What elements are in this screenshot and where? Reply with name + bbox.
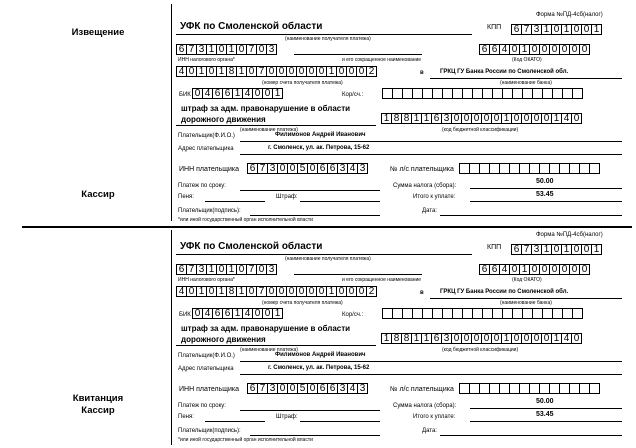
digit-cell: 3 xyxy=(337,163,348,174)
digit-cell: 1 xyxy=(591,24,602,35)
digit-cell: 1 xyxy=(561,24,572,35)
digit-cell: 6 xyxy=(222,308,233,319)
digit-cell: 0 xyxy=(296,286,307,297)
payer-inn-label: ИНН плательщика xyxy=(179,166,239,173)
digit-cell: 0 xyxy=(581,24,592,35)
recipient-name: УФК по Смоленской области xyxy=(180,21,323,32)
digit-cell: 0 xyxy=(256,44,267,55)
digit-cell xyxy=(572,308,583,319)
payment-name-caption: (наименование платежа) xyxy=(240,127,298,133)
digit-cell: 4 xyxy=(499,264,510,275)
footnote: *или иной государственный орган исполнительной власти xyxy=(178,217,313,223)
digit-cell: 0 xyxy=(356,286,367,297)
digit-cell: 0 xyxy=(549,44,560,55)
corr-label: Кор/сч.: xyxy=(342,92,364,98)
address-label: Адрес плательщика xyxy=(178,366,234,372)
digit-cell: 3 xyxy=(441,333,452,344)
digit-cell: 5 xyxy=(297,163,308,174)
digit-cell: 1 xyxy=(216,66,227,77)
account-caption: (номер счета получателя платежа) xyxy=(262,80,343,86)
digit-cell: 0 xyxy=(451,113,462,124)
payment-name-line2: дорожного движения xyxy=(181,335,266,344)
recipient-name: УФК по Смоленской области xyxy=(180,241,323,252)
digit-cell xyxy=(589,163,600,174)
digit-cell: 1 xyxy=(216,286,227,297)
digit-cell: 0 xyxy=(356,66,367,77)
bank-caption: (наименование банка) xyxy=(500,300,552,306)
digit-cell: 1 xyxy=(196,66,207,77)
digit-cell: 3 xyxy=(266,264,277,275)
digit-cell: 0 xyxy=(276,286,287,297)
digit-cell: 1 xyxy=(519,264,530,275)
digit-cell: 6 xyxy=(317,163,328,174)
digit-cell: 1 xyxy=(326,286,337,297)
digit-cell: 7 xyxy=(257,383,268,394)
digit-cell: 0 xyxy=(531,333,542,344)
bank-name: ГРКЦ ГУ Банка России по Смоленской обл. xyxy=(440,289,569,295)
digit-cell: 3 xyxy=(267,383,278,394)
digit-cell: 0 xyxy=(491,113,502,124)
payer-inn-cells xyxy=(247,383,367,394)
digit-cell: 1 xyxy=(232,308,243,319)
digit-cell: 0 xyxy=(461,333,472,344)
deadline-label: Платеж по сроку: xyxy=(178,183,226,189)
payment-name-caption: (наименование платежа) xyxy=(240,347,298,353)
abbr-caption: и его сокращенное наименование xyxy=(342,277,422,283)
corr-cells xyxy=(382,308,582,319)
digit-cell: 0 xyxy=(511,333,522,344)
digit-cell: 0 xyxy=(481,113,492,124)
digit-cell: 0 xyxy=(277,163,288,174)
digit-cell: 0 xyxy=(266,286,277,297)
digit-cell: 6 xyxy=(212,308,223,319)
digit-cell: 4 xyxy=(242,88,253,99)
date-label: Дата: xyxy=(422,428,437,434)
bik-cells xyxy=(192,308,282,319)
sign-label: Плательщик(подпись): xyxy=(178,208,241,214)
digit-cell: 1 xyxy=(501,333,512,344)
bik-label: БИК xyxy=(179,92,191,98)
digit-cell: 0 xyxy=(296,66,307,77)
digit-cell: 0 xyxy=(252,308,263,319)
deadline-label: Платеж по сроку: xyxy=(178,403,226,409)
date-label: Дата: xyxy=(422,208,437,214)
digit-cell: 0 xyxy=(491,333,502,344)
bik-label: БИК xyxy=(179,312,191,318)
digit-cell: 3 xyxy=(531,244,542,255)
column-divider-bottom xyxy=(171,230,172,445)
digit-cell: 0 xyxy=(216,44,227,55)
digit-cell: 0 xyxy=(529,44,540,55)
digit-cell: 0 xyxy=(481,333,492,344)
digit-cell: 8 xyxy=(401,333,412,344)
payer-name: Филимонов Андрей Иванович xyxy=(275,132,366,138)
digit-cell: 0 xyxy=(307,383,318,394)
account-cells xyxy=(176,286,376,297)
digit-cell: 0 xyxy=(571,244,582,255)
digit-cell: 2 xyxy=(366,286,377,297)
digit-cell: 1 xyxy=(421,113,432,124)
cashier-label-top: Кассир xyxy=(81,189,115,200)
digit-cell: 8 xyxy=(391,333,402,344)
in-label: в xyxy=(420,70,424,76)
recipient-caption: (наименование получателя платежа) xyxy=(285,256,371,262)
digit-cell: 0 xyxy=(529,264,540,275)
digit-cell: 0 xyxy=(216,264,227,275)
digit-cell: 3 xyxy=(196,44,207,55)
digit-cell: 0 xyxy=(521,333,532,344)
digit-cell: 6 xyxy=(327,383,338,394)
digit-cell: 3 xyxy=(357,163,368,174)
digit-cell: 0 xyxy=(316,286,327,297)
payer-inn-label: ИНН плательщика xyxy=(179,386,239,393)
cut-line xyxy=(22,226,632,228)
digit-cell: 7 xyxy=(246,264,257,275)
ls-label: № л/с плательщика xyxy=(390,166,454,173)
digit-cell: 3 xyxy=(267,163,278,174)
digit-cell: 1 xyxy=(421,333,432,344)
form-code: Форма №ПД-4сб(налог) xyxy=(536,12,603,18)
ls-label: № л/с плательщика xyxy=(390,386,454,393)
digit-cell: 4 xyxy=(176,286,187,297)
digit-cell: 6 xyxy=(247,383,258,394)
inn-cells xyxy=(176,44,276,55)
total-label: Итого к уплате: xyxy=(413,414,456,420)
digit-cell: 6 xyxy=(222,88,233,99)
digit-cell: 4 xyxy=(202,88,213,99)
digit-cell: 0 xyxy=(541,333,552,344)
digit-cell: 1 xyxy=(226,264,237,275)
digit-cell: 0 xyxy=(236,264,247,275)
inn-cells xyxy=(176,264,276,275)
digit-cell: 0 xyxy=(206,286,217,297)
digit-cell: 0 xyxy=(471,113,482,124)
recipient-caption: (наименование получателя платежа) xyxy=(285,36,371,42)
digit-cell: 0 xyxy=(569,44,580,55)
digit-cell: 0 xyxy=(541,113,552,124)
receipt-label: Квитанция xyxy=(72,393,124,404)
okato-caption: (Код ОКАТО) xyxy=(512,277,542,283)
digit-cell: 6 xyxy=(479,264,490,275)
digit-cell: 0 xyxy=(266,66,277,77)
digit-cell: 1 xyxy=(206,44,217,55)
digit-cell: 4 xyxy=(202,308,213,319)
sign-label: Плательщик(подпись): xyxy=(178,428,241,434)
okato-cells xyxy=(479,264,589,275)
digit-cell: 1 xyxy=(326,66,337,77)
payment-name-line1: штраф за адм. правонарушение в области xyxy=(181,324,351,333)
digit-cell: 6 xyxy=(327,163,338,174)
digit-cell: 0 xyxy=(521,113,532,124)
digit-cell: 6 xyxy=(489,264,500,275)
digit-cell: 4 xyxy=(176,66,187,77)
digit-cell: 7 xyxy=(246,44,257,55)
payment-name-line1: штраф за адм. правонарушение в области xyxy=(181,104,351,113)
digit-cell: 0 xyxy=(509,264,520,275)
digit-cell: 0 xyxy=(192,308,203,319)
digit-cell: 0 xyxy=(346,66,357,77)
digit-cell: 7 xyxy=(186,264,197,275)
account-cells xyxy=(176,66,376,77)
payer-name: Филимонов Андрей Иванович xyxy=(275,352,366,358)
digit-cell: 0 xyxy=(316,66,327,77)
digit-cell: 0 xyxy=(559,264,570,275)
digit-cell: 0 xyxy=(252,88,263,99)
sum-label: Сумма налога (сбора): xyxy=(393,183,457,189)
digit-cell: 0 xyxy=(539,44,550,55)
digit-cell: 8 xyxy=(401,113,412,124)
digit-cell: 0 xyxy=(287,163,298,174)
digit-cell: 0 xyxy=(256,264,267,275)
sum-value: 50.00 xyxy=(536,178,554,185)
okato-caption: (Код ОКАТО) xyxy=(512,57,542,63)
digit-cell: 0 xyxy=(262,88,273,99)
digit-cell: 3 xyxy=(441,113,452,124)
digit-cell: 0 xyxy=(579,44,590,55)
kpp-cells xyxy=(511,244,601,255)
sum-value: 50.00 xyxy=(536,398,554,405)
digit-cell: 0 xyxy=(451,333,462,344)
sum-label: Сумма налога (сбора): xyxy=(393,403,457,409)
digit-cell: 7 xyxy=(521,244,532,255)
digit-cell: 0 xyxy=(471,333,482,344)
fine-label: Штраф: xyxy=(276,414,298,420)
digit-cell: 0 xyxy=(186,286,197,297)
digit-cell: 1 xyxy=(551,113,562,124)
digit-cell: 2 xyxy=(366,66,377,77)
digit-cell: 6 xyxy=(479,44,490,55)
digit-cell: 1 xyxy=(236,66,247,77)
digit-cell: 6 xyxy=(489,44,500,55)
digit-cell: 6 xyxy=(247,163,258,174)
digit-cell: 1 xyxy=(411,333,422,344)
digit-cell: 7 xyxy=(256,66,267,77)
digit-cell: 0 xyxy=(571,113,582,124)
digit-cell: 0 xyxy=(346,286,357,297)
digit-cell: 3 xyxy=(196,264,207,275)
digit-cell: 0 xyxy=(551,24,562,35)
digit-cell: 4 xyxy=(561,333,572,344)
digit-cell: 0 xyxy=(192,88,203,99)
digit-cell: 6 xyxy=(431,113,442,124)
digit-cell: 1 xyxy=(501,113,512,124)
payer-label: Плательщик(Ф.И.О.) xyxy=(178,133,235,139)
digit-cell: 3 xyxy=(337,383,348,394)
column-divider-top xyxy=(171,4,172,221)
digit-cell: 3 xyxy=(357,383,368,394)
digit-cell: 8 xyxy=(391,113,402,124)
digit-cell: 4 xyxy=(242,308,253,319)
bik-cells xyxy=(192,88,282,99)
total-value: 53.45 xyxy=(536,411,554,418)
digit-cell: 0 xyxy=(569,264,580,275)
kpp-cells xyxy=(511,24,601,35)
digit-cell: 4 xyxy=(347,383,358,394)
digit-cell: 6 xyxy=(176,44,187,55)
digit-cell: 0 xyxy=(579,264,590,275)
digit-cell: 0 xyxy=(262,308,273,319)
digit-cell: 4 xyxy=(347,163,358,174)
digit-cell: 1 xyxy=(272,308,283,319)
digit-cell: 0 xyxy=(277,383,288,394)
digit-cell: 0 xyxy=(286,66,297,77)
corr-label: Кор/сч.: xyxy=(342,312,364,318)
footnote: *или иной государственный орган исполнительной власти xyxy=(178,437,313,443)
kbk-caption: (код бюджетной классификации) xyxy=(442,127,519,133)
digit-cell: 6 xyxy=(212,88,223,99)
payer-address: г. Смоленск, ул. ак. Петрова, 15-62 xyxy=(268,365,370,371)
digit-cell: 0 xyxy=(509,44,520,55)
in-label: в xyxy=(420,290,424,296)
digit-cell: 0 xyxy=(286,286,297,297)
digit-cell: 0 xyxy=(549,264,560,275)
digit-cell: 1 xyxy=(196,286,207,297)
payer-inn-cells xyxy=(247,163,367,174)
inn-caption: ИНН налогового органа* xyxy=(178,277,235,283)
digit-cell: 0 xyxy=(246,66,257,77)
digit-cell: 4 xyxy=(499,44,510,55)
digit-cell xyxy=(589,383,600,394)
digit-cell: 6 xyxy=(511,244,522,255)
inn-caption: ИНН налогового органа* xyxy=(178,57,235,63)
kpp-label: КПП xyxy=(487,24,502,31)
digit-cell: 0 xyxy=(571,24,582,35)
digit-cell: 0 xyxy=(511,113,522,124)
digit-cell xyxy=(572,88,583,99)
digit-cell: 1 xyxy=(381,113,392,124)
penalty-label: Пеня: xyxy=(178,414,194,420)
digit-cell: 0 xyxy=(236,44,247,55)
kpp-label: КПП xyxy=(487,244,502,251)
digit-cell: 0 xyxy=(551,244,562,255)
digit-cell: 1 xyxy=(381,333,392,344)
digit-cell: 1 xyxy=(519,44,530,55)
digit-cell: 3 xyxy=(531,24,542,35)
digit-cell: 0 xyxy=(276,66,287,77)
digit-cell: 3 xyxy=(266,44,277,55)
abbr-caption: и его сокращенное наименование xyxy=(342,57,422,63)
digit-cell: 5 xyxy=(297,383,308,394)
digit-cell: 1 xyxy=(541,244,552,255)
digit-cell: 0 xyxy=(539,264,550,275)
payment-name-line2: дорожного движения xyxy=(181,115,266,124)
okato-cells xyxy=(479,44,589,55)
address-label: Адрес плательщика xyxy=(178,146,234,152)
digit-cell: 6 xyxy=(511,24,522,35)
digit-cell: 0 xyxy=(531,113,542,124)
digit-cell: 4 xyxy=(561,113,572,124)
digit-cell: 1 xyxy=(236,286,247,297)
digit-cell: 7 xyxy=(257,163,268,174)
digit-cell: 6 xyxy=(176,264,187,275)
digit-cell: 0 xyxy=(186,66,197,77)
digit-cell: 6 xyxy=(431,333,442,344)
digit-cell: 0 xyxy=(246,286,257,297)
account-caption: (номер счета получателя платежа) xyxy=(262,300,343,306)
payer-label: Плательщик(Ф.И.О.) xyxy=(178,353,235,359)
form-code: Форма №ПД-4сб(налог) xyxy=(536,232,603,238)
bank-name: ГРКЦ ГУ Банка России по Смоленской обл. xyxy=(440,69,569,75)
digit-cell: 0 xyxy=(336,66,347,77)
digit-cell: 0 xyxy=(581,244,592,255)
payer-address: г. Смоленск, ул. ак. Петрова, 15-62 xyxy=(268,145,370,151)
digit-cell: 1 xyxy=(591,244,602,255)
kbk-caption: (код бюджетной классификации) xyxy=(442,347,519,353)
digit-cell: 7 xyxy=(186,44,197,55)
kbk-cells xyxy=(381,333,581,344)
digit-cell: 6 xyxy=(317,383,328,394)
corr-cells xyxy=(382,88,582,99)
cashier-label-bottom: Кассир xyxy=(81,405,115,416)
digit-cell: 0 xyxy=(307,163,318,174)
fine-label: Штраф: xyxy=(276,194,298,200)
digit-cell: 0 xyxy=(571,333,582,344)
digit-cell: 1 xyxy=(551,333,562,344)
kbk-cells xyxy=(381,113,581,124)
digit-cell: 7 xyxy=(521,24,532,35)
digit-cell: 0 xyxy=(306,286,317,297)
digit-cell: 0 xyxy=(206,66,217,77)
digit-cell: 1 xyxy=(561,244,572,255)
bank-caption: (наименование банка) xyxy=(500,80,552,86)
digit-cell: 8 xyxy=(226,66,237,77)
digit-cell: 0 xyxy=(461,113,472,124)
digit-cell: 1 xyxy=(226,44,237,55)
digit-cell: 0 xyxy=(306,66,317,77)
penalty-label: Пеня: xyxy=(178,194,194,200)
digit-cell: 8 xyxy=(226,286,237,297)
total-label: Итого к уплате: xyxy=(413,194,456,200)
digit-cell: 1 xyxy=(411,113,422,124)
digit-cell: 1 xyxy=(206,264,217,275)
digit-cell: 7 xyxy=(256,286,267,297)
digit-cell: 1 xyxy=(541,24,552,35)
total-value: 53.45 xyxy=(536,191,554,198)
notice-label: Извещение xyxy=(71,27,125,38)
digit-cell: 1 xyxy=(272,88,283,99)
digit-cell: 0 xyxy=(336,286,347,297)
digit-cell: 0 xyxy=(287,383,298,394)
ls-cells xyxy=(459,163,599,174)
digit-cell: 0 xyxy=(559,44,570,55)
ls-cells xyxy=(459,383,599,394)
digit-cell: 1 xyxy=(232,88,243,99)
